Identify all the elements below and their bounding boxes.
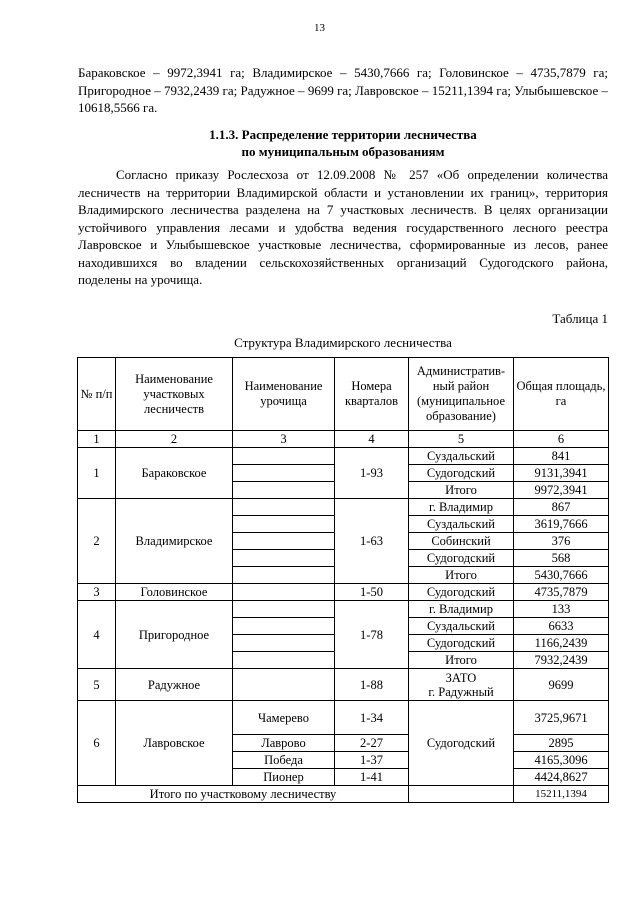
table-label: Таблица 1 [552, 311, 608, 326]
header-number-cell: 5 [409, 431, 514, 448]
district-line-1: ЗАТО [445, 670, 477, 685]
tract-cell-empty [233, 448, 335, 465]
total-row-label: Итого по участковому лесничеству [78, 786, 409, 803]
header-numbers-row [78, 431, 609, 448]
area-cell: 1166,2439 [514, 635, 609, 652]
area-cell: 376 [514, 533, 609, 550]
district-line-2: г. Радужный [428, 684, 494, 699]
header-num: № п/п [78, 358, 116, 431]
table-header-row [78, 358, 609, 431]
quarters-cell: 1-37 [335, 752, 409, 769]
forestry-name: Пригородное [116, 601, 233, 669]
district-cell [409, 669, 514, 701]
tract-name: Победа [233, 752, 335, 769]
tract-cell-empty [233, 618, 335, 635]
total-row [78, 786, 609, 803]
total-area-cell: 7932,2439 [514, 652, 609, 669]
table-row [78, 701, 609, 735]
quarters-cell: 1-63 [335, 499, 409, 584]
table-row [78, 448, 609, 465]
district-cell: Судогодский [409, 635, 514, 652]
quarters-cell: 2-27 [335, 735, 409, 752]
header-quarters: Номера кварталов [335, 358, 409, 431]
section-heading [78, 126, 608, 160]
quarters-cell: 1-50 [335, 584, 409, 601]
area-cell: 3725,9671 [514, 701, 609, 735]
row-num: 3 [78, 584, 116, 601]
forestry-name: Бараковское [116, 448, 233, 499]
area-cell: 867 [514, 499, 609, 516]
tract-cell-empty [233, 550, 335, 567]
quarters-cell: 1-34 [335, 701, 409, 735]
total-label-cell: Итого [409, 482, 514, 499]
row-num: 5 [78, 669, 116, 701]
area-cell: 568 [514, 550, 609, 567]
forestry-name: Головинское [116, 584, 233, 601]
area-cell: 9699 [514, 669, 609, 701]
header-number-cell: 4 [335, 431, 409, 448]
total-label-cell: Итого [409, 652, 514, 669]
header-number-cell: 2 [116, 431, 233, 448]
header-number-cell: 1 [78, 431, 116, 448]
total-area-cell: 9972,3941 [514, 482, 609, 499]
table-row [78, 499, 609, 516]
area-cell: 4735,7879 [514, 584, 609, 601]
total-area-cell: 5430,7666 [514, 567, 609, 584]
district-cell: Суздальский [409, 448, 514, 465]
page-number: 13 [314, 22, 325, 34]
district-cell: Судогодский [409, 465, 514, 482]
tract-cell-empty [233, 516, 335, 533]
header-tract: Наименование урочища [233, 358, 335, 431]
tract-cell-empty [233, 567, 335, 584]
tract-cell-empty [233, 601, 335, 618]
area-cell: 3619,7666 [514, 516, 609, 533]
forestry-structure-table [77, 357, 609, 803]
quarters-cell: 1-88 [335, 669, 409, 701]
area-cell: 9131,3941 [514, 465, 609, 482]
header-area: Общая площадь, га [514, 358, 609, 431]
tract-cell-empty [233, 635, 335, 652]
section-heading-line-2: по муниципальным образованиям [241, 144, 445, 159]
area-cell: 841 [514, 448, 609, 465]
district-cell: Суздальский [409, 516, 514, 533]
header-number-cell: 6 [514, 431, 609, 448]
area-cell: 4424,8627 [514, 769, 609, 786]
tract-cell-empty [233, 533, 335, 550]
header-forestry: Наименование участковых лесничеств [116, 358, 233, 431]
area-cell: 6633 [514, 618, 609, 635]
row-num: 4 [78, 601, 116, 669]
district-cell: Судогодский [409, 550, 514, 567]
tract-name: Пионер [233, 769, 335, 786]
tract-cell-empty [233, 584, 335, 601]
intro-paragraph: Бараковское – 9972,3941 га; Владимирское – 5430,7666 га; Головинское – 4735,7879 га; Пригородное – 7932,2439 га; Радужное – 9699 га; Лавровское – 15211,1394 га; Улыбышевское – 10618,5566 га. [78, 65, 608, 115]
district-cell: Суздальский [409, 618, 514, 635]
district-cell: г. Владимир [409, 499, 514, 516]
table-caption: Структура Владимирского лесничества [234, 335, 452, 350]
tract-cell-empty [233, 652, 335, 669]
tract-name: Чамерево [233, 701, 335, 735]
area-cell: 4165,3096 [514, 752, 609, 769]
forestry-name: Владимирское [116, 499, 233, 584]
row-num: 1 [78, 448, 116, 499]
total-label-cell: Итого [409, 567, 514, 584]
tract-cell-empty [233, 482, 335, 499]
forestry-name: Радужное [116, 669, 233, 701]
table-row [78, 584, 609, 601]
body-paragraph: Согласно приказу Рослесхоза от 12.09.2008 № 257 «Об определении количества лесничеств на территории Владимирской области и установлении их границ», территория Владимирского лесничества разделена на 7 участковых лесничеств. В целях организации устойчивого управления лесами и удобства ведения государственного лесного реестра Лавровское и Улыбышевское участковые лесничества, сформированные из лесов, ранее находившихся во владении сельскохозяйственных организаций Судогодского района, поделены на урочища. [78, 167, 608, 287]
section-heading-line-1: 1.1.3. Распределение территории лесничества [209, 127, 477, 142]
district-cell: Судогодский [409, 701, 514, 786]
area-cell: 133 [514, 601, 609, 618]
total-row-value: 15211,1394 [514, 786, 609, 803]
quarters-cell: 1-78 [335, 601, 409, 669]
forestry-name: Лавровское [116, 701, 233, 786]
table-row [78, 669, 609, 701]
row-num: 6 [78, 701, 116, 786]
header-district: Административ-ный район (муниципальное образование) [409, 358, 514, 431]
header-number-cell: 3 [233, 431, 335, 448]
tract-cell-empty [233, 499, 335, 516]
quarters-cell: 1-93 [335, 448, 409, 499]
total-row-empty [409, 786, 514, 803]
area-cell: 2895 [514, 735, 609, 752]
district-cell: Судогодский [409, 584, 514, 601]
quarters-cell: 1-41 [335, 769, 409, 786]
row-num: 2 [78, 499, 116, 584]
tract-name: Лаврово [233, 735, 335, 752]
tract-cell-empty [233, 465, 335, 482]
district-cell: Собинский [409, 533, 514, 550]
tract-cell-empty [233, 669, 335, 701]
table-row [78, 601, 609, 618]
district-cell: г. Владимир [409, 601, 514, 618]
